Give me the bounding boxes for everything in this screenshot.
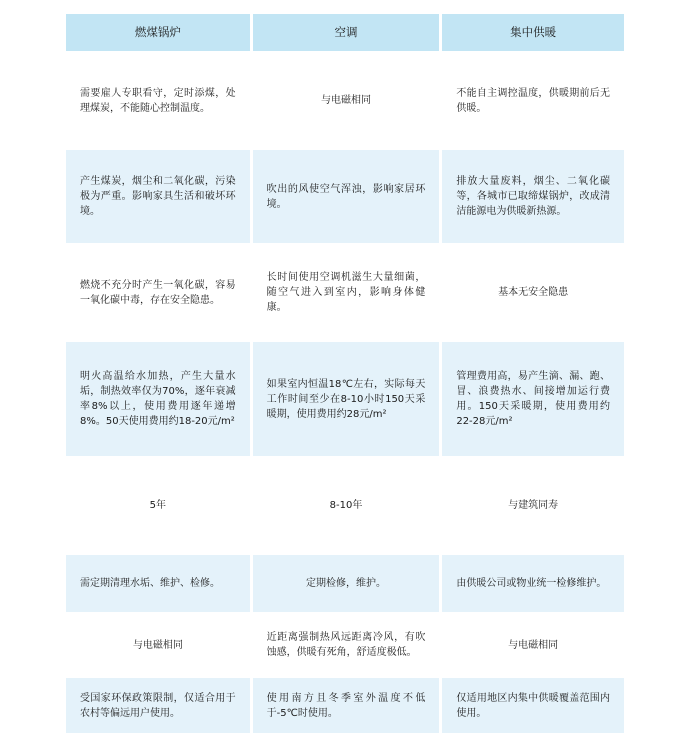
cell-text: 使用南方且冬季室外温度不低于-5℃时使用。 [266, 692, 426, 719]
table-cell [66, 555, 250, 612]
cell-text: 与电磁相同 [508, 639, 559, 651]
cell-text: 排放大量废料，烟尘、二氧化碳等，各城市已取缔煤锅炉，改成清洁能源电为供暖新热源。 [456, 176, 610, 217]
table-row [66, 678, 624, 733]
cell-text: 管理费用高，易产生滴、漏、跑、冒、浪费热水、间接增加运行费用。150天采暖期，使用费用约22-28元/m² [456, 371, 610, 427]
cell-text: 明火高温给水加热，产生大量水垢，制热效率仅为70%，逐年衰减率8%以上，使用费用逐年递增8%。50天使用费用约18-20元/m² [80, 371, 236, 427]
cell-text: 燃烧不充分时产生一氧化碳，容易一氧化碳中毒，存在安全隐患。 [80, 279, 236, 306]
table-row [66, 555, 624, 612]
cell-text: 5年 [149, 500, 167, 511]
header-label: 集中供暖 [510, 25, 557, 39]
table-cell [253, 246, 440, 339]
table-cell [442, 555, 624, 612]
table-cell [442, 54, 624, 147]
table-cell [66, 615, 250, 675]
table-cell [66, 54, 250, 147]
table-cell [442, 459, 624, 552]
table-cell [66, 678, 250, 733]
table-cell [442, 678, 624, 733]
comparison-table [66, 14, 624, 736]
cell-text: 吹出的风使空气浑浊，影响家居环境。 [266, 183, 426, 210]
cell-text: 产生煤炭，烟尘和二氧化碳，污染极为严重。影响家具生活和破坏环境。 [80, 176, 236, 217]
cell-text: 受国家环保政策限制，仅适合用于农村等偏远用户使用。 [80, 692, 236, 719]
table-cell [253, 678, 440, 733]
table-row [66, 615, 624, 675]
table-cell [253, 615, 440, 675]
table-row [66, 246, 624, 339]
table-cell [253, 342, 440, 456]
cell-text: 不能自主调控温度，供暖期前后无供暖。 [456, 87, 610, 114]
table-row [66, 459, 624, 552]
table-cell [442, 246, 624, 339]
cell-text: 基本无安全隐患 [498, 287, 569, 298]
table-cell [253, 555, 440, 612]
cell-text: 与电磁相同 [132, 639, 183, 651]
table-cell [253, 54, 440, 147]
cell-text: 近距离强制热风远距离冷风，有吹蚀感，供暖有死角，舒适度极低。 [266, 632, 426, 658]
table-cell [66, 459, 250, 552]
header-label: 燃煤锅炉 [134, 25, 181, 39]
cell-text: 8-10年 [329, 500, 363, 511]
table-cell [66, 246, 250, 339]
header-coal-boiler [66, 14, 250, 51]
cell-text: 需要雇人专职看守，定时添煤，处理煤炭，不能随心控制温度。 [80, 87, 236, 114]
header-air-conditioner [253, 14, 440, 51]
header-label: 空调 [334, 25, 358, 39]
table-cell [66, 342, 250, 456]
table-row [66, 54, 624, 147]
cell-text: 需定期清理水垢、维护、检修。 [80, 578, 220, 589]
header-central-heating [442, 14, 624, 51]
header-row [66, 14, 624, 51]
table-cell [442, 615, 624, 675]
table-cell [253, 150, 440, 243]
cell-text: 由供暖公司或物业统一检修维护。 [456, 578, 607, 589]
cell-text: 如果室内恒温18℃左右，实际每天工作时间至少在8-10小时150天采暖期，使用费用约28元/m² [266, 378, 426, 420]
table-cell [442, 150, 624, 243]
table-row [66, 150, 624, 243]
table-row [66, 342, 624, 456]
cell-text: 仅适用地区内集中供暖覆盖范围内使用。 [456, 692, 610, 719]
table-cell [442, 342, 624, 456]
table-cell [66, 150, 250, 243]
cell-text: 与电磁相同 [321, 95, 371, 106]
table-cell [253, 459, 440, 552]
cell-text: 定期检修，维护。 [306, 578, 386, 589]
cell-text: 长时间使用空调机滋生大量细菌，随空气进入到室内，影响身体健康。 [266, 272, 426, 313]
cell-text: 与建筑同寿 [508, 500, 559, 511]
